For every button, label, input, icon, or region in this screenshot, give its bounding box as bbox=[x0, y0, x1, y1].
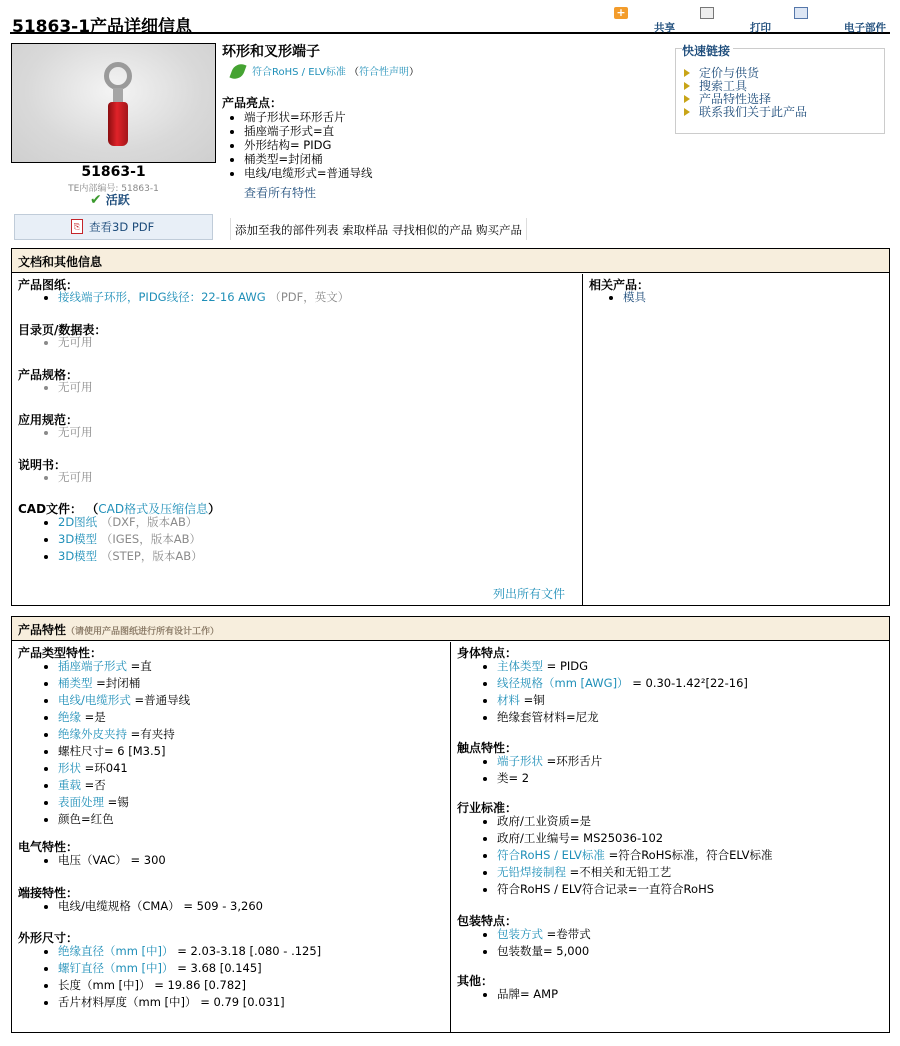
feature-group-title: 包装特点： bbox=[457, 914, 518, 928]
page-title: 51863-1产品详细信息 bbox=[12, 17, 193, 37]
rohs-open-paren: （ bbox=[349, 67, 360, 78]
feature-label[interactable]: 绝缘直径（mm [中]） bbox=[58, 944, 174, 958]
feature-item bbox=[497, 943, 591, 960]
feature-group-title: 端接特性： bbox=[18, 886, 79, 900]
feature-value: = 0.79 [0.031] bbox=[196, 995, 285, 1009]
list-item bbox=[58, 514, 203, 531]
feature-item bbox=[58, 726, 190, 743]
list-item bbox=[58, 531, 203, 548]
feature-label: 包装数量 bbox=[497, 944, 543, 958]
feature-value: =符合RoHS标准，符合ELV标准 bbox=[604, 848, 773, 862]
feature-value: = 0.30-1.42²[22-16] bbox=[628, 676, 748, 690]
feature-label[interactable]: 无铅焊接制程 bbox=[497, 865, 566, 879]
feature-item bbox=[58, 675, 190, 692]
list-item: • 无可用 bbox=[58, 469, 93, 486]
feature-label[interactable]: 线径规格（mm [AWG]） bbox=[497, 676, 629, 690]
feature-value: =封闭桶 bbox=[92, 676, 141, 690]
feature-label[interactable]: 表面处理 bbox=[58, 795, 104, 809]
terminal-ring bbox=[104, 62, 132, 90]
feature-label[interactable]: 桶类型 bbox=[58, 676, 93, 690]
part-number: 51863-1 bbox=[81, 164, 146, 180]
feature-group-title: 身体特点： bbox=[457, 646, 518, 660]
feature-value: =直 bbox=[127, 659, 152, 673]
cad-open-paren: （ bbox=[86, 502, 99, 516]
highlight-item: • 电线/电缆形式=普通导线 bbox=[244, 166, 373, 180]
cad-2d-drawing-link[interactable]: 2D图纸 bbox=[58, 515, 98, 529]
cad-3d-step-link[interactable]: 3D模型 bbox=[58, 549, 98, 563]
arrow-right-icon bbox=[684, 82, 690, 90]
request-sample-link[interactable]: 索取样品 bbox=[342, 223, 389, 237]
feature-value: =锡 bbox=[104, 795, 129, 809]
cad-3d-iges-link[interactable]: 3D模型 bbox=[58, 532, 98, 546]
catalog-list bbox=[44, 334, 93, 351]
feature-value: = 2.03-3.18 [.080 - .125] bbox=[173, 944, 322, 958]
feature-value: = 6 [M3.5] bbox=[104, 744, 166, 758]
highlights-title: 产品亮点： bbox=[222, 96, 283, 110]
feature-label[interactable]: 绝缘 bbox=[58, 710, 81, 724]
feature-item bbox=[58, 658, 190, 675]
application-spec-title: 应用规范： bbox=[18, 413, 79, 427]
feature-item bbox=[58, 943, 321, 960]
product-name: 环形和叉形端子 bbox=[222, 44, 320, 60]
cad-file-note: （IGES，版本AB） bbox=[100, 532, 201, 546]
related-tooling-link[interactable]: 模具 bbox=[623, 290, 646, 304]
feature-item bbox=[58, 898, 263, 915]
feature-label[interactable]: 主体类型 bbox=[497, 659, 543, 673]
feature-label[interactable]: 电线/电缆形式 bbox=[58, 693, 131, 707]
related-products-list bbox=[609, 289, 646, 306]
rohs-line bbox=[232, 63, 419, 80]
feature-item bbox=[58, 777, 190, 794]
drawing-link[interactable]: 接线端子环形，PIDG线径：22-16 AWG bbox=[58, 290, 266, 304]
email-button[interactable] bbox=[794, 7, 886, 34]
spec-title: 产品规格： bbox=[18, 368, 79, 382]
arrow-right-icon bbox=[684, 108, 690, 116]
status-badge bbox=[90, 191, 130, 208]
feature-label[interactable]: 螺钉直径（mm [中]） bbox=[58, 961, 174, 975]
feature-label[interactable]: 材料 bbox=[497, 693, 520, 707]
feature-value: = MS25036-102 bbox=[569, 831, 664, 845]
cad-format-link[interactable]: CAD格式及压缩信息 bbox=[98, 502, 209, 516]
feature-label[interactable]: 包装方式 bbox=[497, 927, 543, 941]
feature-group-title: 电气特性： bbox=[18, 840, 79, 854]
feature-label[interactable]: 绝缘外皮夹持 bbox=[58, 727, 127, 741]
quick-link-label: 产品特性选择 bbox=[699, 92, 772, 106]
features-panel-note: （请使用产品图纸进行所有设计工作） bbox=[66, 627, 220, 637]
application-spec-list bbox=[44, 424, 93, 441]
features-panel bbox=[11, 616, 890, 1033]
feature-value: =环041 bbox=[81, 761, 128, 775]
drawing-list bbox=[44, 289, 349, 306]
feature-value: = 5,000 bbox=[543, 944, 590, 958]
feature-group-title: 其他： bbox=[457, 974, 494, 988]
feature-value: =否 bbox=[81, 778, 106, 792]
documents-right-column bbox=[583, 274, 890, 606]
feature-item bbox=[58, 743, 190, 760]
share-label: 共享 bbox=[654, 22, 675, 34]
feature-label[interactable]: 插座端子形式 bbox=[58, 659, 127, 673]
feature-value: =不相关和无铅工艺 bbox=[566, 865, 672, 879]
highlight-item: • 端子形状=环形舌片 bbox=[244, 110, 373, 124]
related-products-title: 相关产品： bbox=[589, 278, 650, 292]
page-header bbox=[10, 6, 890, 37]
feature-item bbox=[58, 852, 166, 869]
feature-value: =环形舌片 bbox=[543, 754, 603, 768]
feature-value: = PIDG bbox=[543, 659, 589, 673]
features-panel-header bbox=[12, 617, 889, 641]
quick-link-label: 搜索工具 bbox=[699, 79, 748, 93]
view-all-features-link[interactable]: 查看所有特性 bbox=[244, 186, 317, 200]
feature-label[interactable]: 形状 bbox=[58, 761, 81, 775]
cad-file-note: （STEP，版本AB） bbox=[100, 549, 203, 563]
envelope-icon bbox=[794, 7, 808, 19]
terminal-barrel bbox=[108, 102, 128, 146]
feature-list bbox=[483, 986, 558, 1003]
highlight-item: • 插座端子形式=直 bbox=[244, 124, 373, 138]
list-item bbox=[58, 289, 349, 306]
feature-list bbox=[483, 926, 591, 960]
feature-label: 绝缘套管材料 bbox=[497, 710, 566, 724]
green-leaf-icon bbox=[229, 61, 246, 81]
feature-list bbox=[44, 943, 321, 1011]
feature-item bbox=[58, 794, 190, 811]
feature-item bbox=[58, 709, 190, 726]
feature-list bbox=[483, 813, 772, 898]
arrow-right-icon bbox=[684, 69, 690, 77]
feature-item bbox=[58, 994, 321, 1011]
feature-value: =铜 bbox=[520, 693, 545, 707]
feature-label: 长度（mm [中]） bbox=[58, 978, 151, 992]
feature-item bbox=[497, 675, 748, 692]
share-button[interactable] bbox=[614, 6, 675, 34]
buy-product-link[interactable]: 购买产品 bbox=[475, 223, 522, 237]
internal-number-value: 51863-1 bbox=[121, 184, 159, 194]
cad-title-label: CAD文件： bbox=[18, 502, 83, 516]
feature-value: =是 bbox=[81, 710, 106, 724]
feature-value: = AMP bbox=[520, 987, 559, 1001]
feature-value: = 509 - 3,260 bbox=[179, 899, 263, 913]
feature-group-title: 触点特性： bbox=[457, 741, 518, 755]
action-links bbox=[230, 218, 527, 240]
feature-list bbox=[44, 898, 263, 915]
list-item: • 无可用 bbox=[58, 334, 93, 351]
share-plus-icon: + bbox=[614, 7, 628, 19]
feature-value: =普通导线 bbox=[130, 693, 191, 707]
printer-icon bbox=[700, 7, 714, 19]
list-item bbox=[58, 548, 203, 565]
feature-item bbox=[497, 830, 772, 847]
quick-link-contact[interactable] bbox=[684, 106, 807, 119]
feature-label[interactable]: 符合RoHS / ELV标准 bbox=[497, 848, 605, 862]
documents-panel bbox=[11, 248, 890, 606]
feature-label: 电线/电缆规格（CMA） bbox=[58, 899, 180, 913]
print-button[interactable] bbox=[700, 7, 771, 34]
pdf-icon: ⎘ bbox=[71, 219, 83, 234]
drawing-note: （PDF，英文） bbox=[269, 290, 350, 304]
feature-label: 颜色 bbox=[58, 812, 81, 826]
feature-value: = 2 bbox=[508, 771, 530, 785]
arrow-right-icon bbox=[684, 95, 690, 103]
check-icon: ✔ bbox=[90, 192, 102, 208]
feature-label: 舌片材料厚度（mm [中]） bbox=[58, 995, 197, 1009]
features-left-column bbox=[12, 642, 451, 1033]
feature-label[interactable]: 端子形状 bbox=[497, 754, 543, 768]
feature-value: = 300 bbox=[126, 853, 166, 867]
feature-item bbox=[497, 770, 602, 787]
feature-item bbox=[497, 926, 591, 943]
feature-item bbox=[58, 811, 190, 828]
quick-link-label: 定价与供货 bbox=[699, 66, 760, 80]
quick-links-title: 快速链接 bbox=[682, 42, 733, 59]
internal-number-label: TE内部编号: bbox=[68, 184, 119, 194]
feature-item bbox=[58, 692, 190, 709]
quick-links-box bbox=[675, 44, 885, 134]
feature-label: 符合RoHS / ELV符合记录 bbox=[497, 882, 628, 896]
rohs-declaration-link[interactable]: 符合性声明 bbox=[359, 67, 410, 78]
rohs-close-paren: ） bbox=[409, 67, 420, 78]
cad-file-list bbox=[44, 514, 203, 565]
feature-item bbox=[497, 753, 602, 770]
feature-label: 螺柱尺寸 bbox=[58, 744, 104, 758]
feature-item bbox=[497, 881, 772, 898]
feature-label: 品牌 bbox=[497, 987, 520, 1001]
feature-group-title: 产品类型特性： bbox=[18, 646, 103, 660]
feature-item bbox=[497, 864, 772, 881]
manual-list bbox=[44, 469, 93, 486]
list-item: • 无可用 bbox=[58, 424, 93, 441]
status-text: 活跃 bbox=[105, 193, 130, 207]
highlight-item: • 外形结构= PIDG bbox=[244, 138, 373, 152]
list-all-files-link[interactable]: 列出所有文件 bbox=[493, 587, 566, 601]
list-item: • 无可用 bbox=[58, 379, 93, 396]
documents-left-column bbox=[12, 274, 583, 606]
manual-title: 说明书： bbox=[18, 458, 67, 472]
highlight-item: • 桶类型=封闭桶 bbox=[244, 152, 373, 166]
highlights-list bbox=[230, 110, 373, 180]
cad-file-note: （DXF，版本AB） bbox=[100, 515, 198, 529]
feature-value: =红色 bbox=[81, 812, 114, 826]
print-label: 打印 bbox=[750, 22, 771, 34]
cad-close-paren: ） bbox=[208, 502, 221, 516]
feature-item bbox=[497, 847, 772, 864]
feature-item bbox=[497, 813, 772, 830]
feature-value: =卷带式 bbox=[543, 927, 591, 941]
feature-label: 政府/工业资质 bbox=[497, 814, 570, 828]
feature-value: = 3.68 [0.145] bbox=[173, 961, 262, 975]
feature-group-title: 外形尺寸： bbox=[18, 931, 79, 945]
feature-value: =有夹持 bbox=[127, 727, 175, 741]
feature-group-title: 行业标准： bbox=[457, 801, 518, 815]
feature-item bbox=[497, 658, 748, 675]
add-to-parts-list-link[interactable]: 添加至我的部件列表 bbox=[235, 223, 339, 237]
catalog-title: 目录页/数据表： bbox=[18, 323, 107, 337]
feature-list bbox=[483, 753, 602, 787]
feature-value: =尼龙 bbox=[566, 710, 599, 724]
spec-list bbox=[44, 379, 93, 396]
view-3d-pdf-label: 查看3D PDF bbox=[89, 220, 155, 234]
feature-list bbox=[483, 658, 748, 726]
feature-item bbox=[58, 760, 190, 777]
view-3d-pdf-button[interactable] bbox=[14, 214, 213, 240]
feature-value: =一直符合RoHS bbox=[627, 882, 715, 896]
feature-item bbox=[58, 977, 321, 994]
feature-label: 类 bbox=[497, 771, 509, 785]
quick-link-label: 联系我们关于此产品 bbox=[699, 105, 808, 119]
feature-item bbox=[58, 960, 321, 977]
list-item bbox=[623, 289, 646, 306]
feature-label: 政府/工业编号 bbox=[497, 831, 570, 845]
feature-value: = 19.86 [0.782] bbox=[150, 978, 246, 992]
find-similar-link[interactable]: 寻找相似的产品 bbox=[391, 223, 473, 237]
product-image[interactable] bbox=[11, 43, 216, 163]
feature-label[interactable]: 重载 bbox=[58, 778, 81, 792]
rohs-link[interactable]: 符合RoHS / ELV标准 bbox=[252, 67, 346, 78]
documents-panel-title: 文档和其他信息 bbox=[12, 249, 889, 273]
feature-label: 电压（VAC） bbox=[58, 853, 127, 867]
drawing-title: 产品图纸： bbox=[18, 278, 79, 292]
email-label: 电子部件 bbox=[844, 22, 886, 34]
feature-item bbox=[497, 986, 558, 1003]
features-panel-title: 产品特性 bbox=[18, 623, 67, 637]
features-right-column bbox=[451, 642, 890, 1033]
feature-item bbox=[497, 692, 748, 709]
feature-list bbox=[44, 852, 166, 869]
feature-item bbox=[497, 709, 748, 726]
feature-list bbox=[44, 658, 190, 828]
feature-value: =是 bbox=[569, 814, 592, 828]
